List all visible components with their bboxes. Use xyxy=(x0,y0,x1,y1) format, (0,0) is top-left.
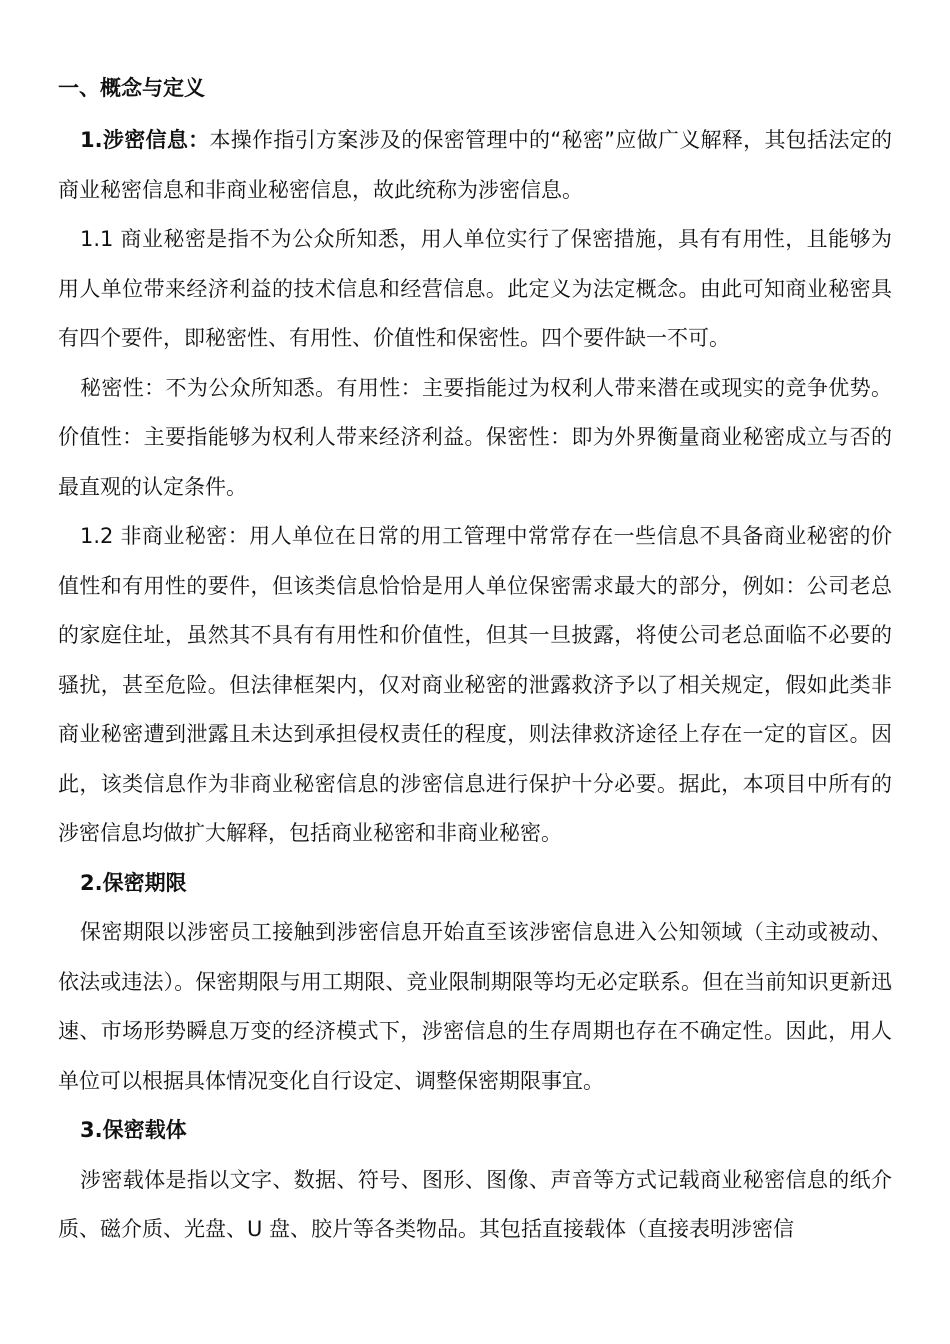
subsection-title-carrier: 3.保密载体 xyxy=(80,1118,187,1142)
paragraph-trade-secret: 1.1 商业秘密是指不为公众所知悉，用人单位实行了保密措施，具有有用性，且能够为用人单位带来经济利益的技术信息和经营信息。此定义为法定概念。由此可知商业秘密具有四个要件，即秘密性、有用性、价值性和保密性。四个要件缺一不可。 xyxy=(58,227,892,350)
paragraph-confidential-carrier: 涉密载体是指以文字、数据、符号、图形、图像、声音等方式记载商业秘密信息的纸介质、磁介质、光盘、U 盘、胶片等各类物品。其包括直接载体（直接表明涉密信 xyxy=(58,1167,892,1241)
paragraph-confidential-info xyxy=(58,116,892,215)
subsection-title-period: 2.保密期限 xyxy=(80,870,187,895)
paragraph-body: 本操作指引方案涉及的保密管理中的“秘密”应做广义解释，其包括法定的商业秘密信息和非商业秘密信息，故此统称为涉密信息。 xyxy=(58,128,892,202)
section-title: 一、概念与定义 xyxy=(58,76,205,100)
paragraph-confidential-period: 保密期限以涉密员工接触到涉密信息开始直至该涉密信息进入公知领域（主动或被动、依法或违法）。保密期限与用工期限、竞业限制期限等均无必定联系。但在当前知识更新迅速、市场形势瞬息万变的经济模式下，涉密信息的生存周期也存在不确定性。因此，用人单位可以根据具体情况变化自行设定、调整保密期限事宜。 xyxy=(58,920,892,1093)
paragraph-non-trade-secret: 1.2 非商业秘密：用人单位在日常的用工管理中常常存在一些信息不具备商业秘密的价值性和有用性的要件，但该类信息恰恰是用人单位保密需求最大的部分，例如：公司老总的家庭住址，虽然其不具有有用性和价值性，但其一旦披露，将使公司老总面临不必要的骚扰，甚至危险。但法律框架内，仅对商业秘密的泄露救济予以了相关规定，假如此类非商业秘密遭到泄露且未达到承担侵权责任的程度，则法律救济途径上存在一定的盲区。因此，该类信息作为非商业秘密信息的涉密信息进行保护十分必要。据此，本项目中所有的涉密信息均做扩大解释，包括商业秘密和非商业秘密。 xyxy=(58,524,892,845)
paragraph-secret-elements: 秘密性：不为公众所知悉。有用性：主要指能过为权利人带来潜在或现实的竞争优势。价值性：主要指能够为权利人带来经济利益。保密性：即为外界衡量商业秘密成立与否的最直观的认定条件。 xyxy=(58,375,892,499)
paragraph-lead: 1.涉密信息： xyxy=(80,128,210,152)
